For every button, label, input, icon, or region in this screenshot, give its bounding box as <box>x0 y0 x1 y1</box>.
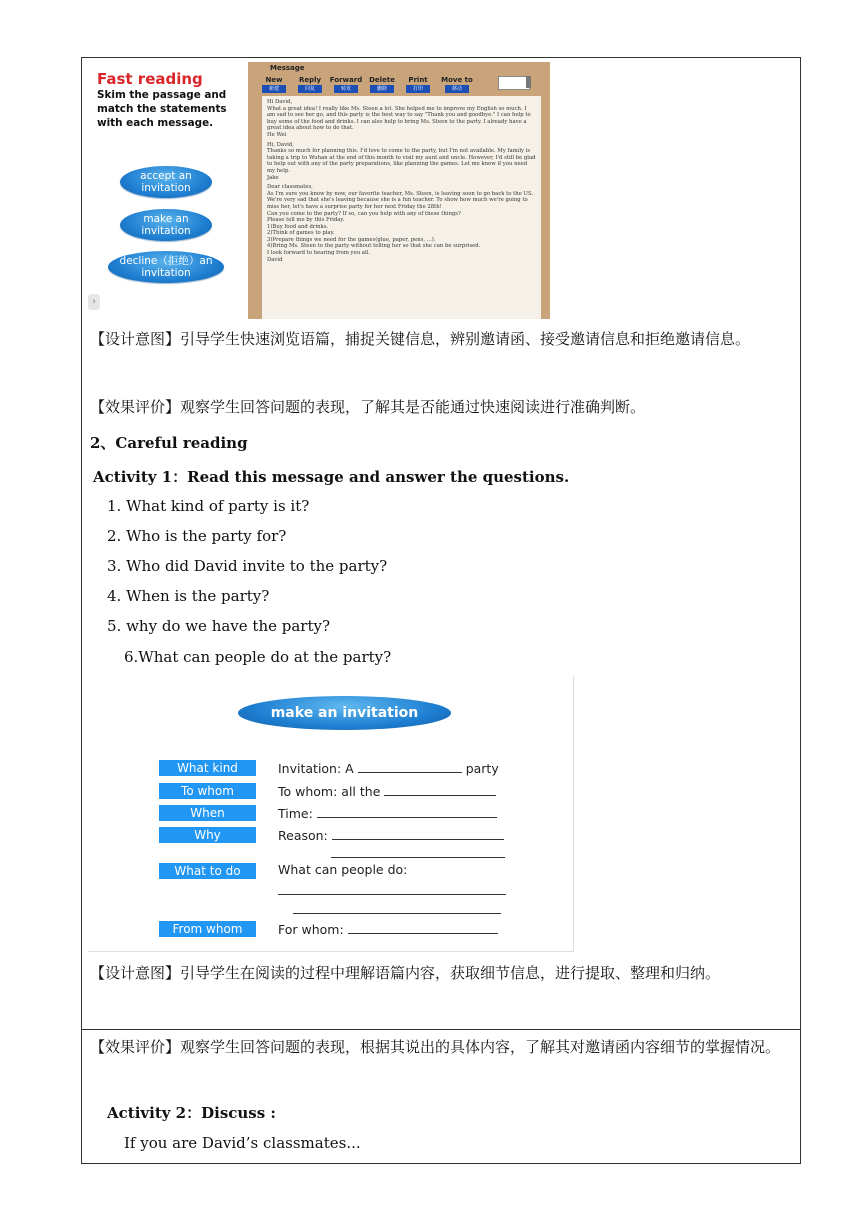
table-row-divider <box>81 1029 801 1030</box>
toolbar-reply: Reply 回复 <box>298 76 322 92</box>
toolbar-new: New 新建 <box>260 76 288 93</box>
toolbar-forward: Forward 转发 <box>329 76 363 92</box>
message-scroll-handle <box>526 76 531 88</box>
activity2-title: Activity 2：Discuss : <box>107 1104 276 1122</box>
question-5: 5. why do we have the party? <box>107 617 331 635</box>
field-to-whom: To whom: all the <box>278 783 496 799</box>
slide-subtitle: Skim the passage and match the statements with each message. <box>97 89 227 129</box>
what-to-do-line-2 <box>293 913 501 914</box>
what-to-do-line-1 <box>278 894 506 895</box>
option-decline-invitation: decline（拒绝）an invitation <box>108 251 224 283</box>
invitation-slide <box>88 676 574 952</box>
section-heading: 2、Careful reading <box>90 434 248 452</box>
slide-nav-arrow-icon: › <box>88 294 100 310</box>
field-time: Time: <box>278 805 497 821</box>
message-window <box>248 62 550 319</box>
label-why: Why <box>159 827 256 843</box>
label-what-kind: What kind <box>159 760 256 776</box>
design-intent-1: 【设计意图】引导学生快速浏览语篇，捕捉关键信息，辨别邀请函、接受邀请信息和拒绝邀请信息。 <box>90 330 751 348</box>
field-invitation: Invitation: A party <box>278 761 499 776</box>
field-what-can-people-do: What can people do: <box>278 862 408 877</box>
reason-extra-line <box>331 857 505 858</box>
label-what-to-do: What to do <box>159 863 256 879</box>
toolbar-print: Print 打印 <box>404 76 432 93</box>
question-3: 3. Who did David invite to the party? <box>107 557 388 575</box>
message-david: Dear classmates, As I'm sure you know by now, our favorite teacher, Ms. Steen, is leaving soon to go back to the US. We're very sad that she's leaving because she is a fun teacher. To show how much we're going to miss her, let's have a surprise party for her next Friday the 28th! Can you come to the party? If so, can you help with any of these things? Please tell me by this Friday. 1)Buy food and drinks. 2)Think of games to play. 3)Prepare things we need for the games(glue, paper, pens, ...). 4)Bring Ms. Steen to the party without telling her so that she can be surprised. I look forward to hearing from you all. David <box>267 184 534 263</box>
option-make-invitation: make an invitation <box>120 209 212 241</box>
toolbar-delete: Delete 删除 <box>369 76 395 92</box>
label-to-whom: To whom <box>159 783 256 799</box>
fast-reading-slide <box>88 62 550 319</box>
question-6: 6.What can people do at the party? <box>124 648 392 666</box>
toolbar-move-to: Move to 移动 <box>441 76 473 92</box>
activity1-title: Activity 1：Read this message and answer the questions. <box>93 468 570 486</box>
option-accept-invitation: accept an invitation <box>120 166 212 198</box>
message-hewei: Hi David, What a great idea! I really like Ms. Steen a lot. She helped me to improve my English so much. I am sad to see her go, and this party is the best way to say "Thank you and goodbye." I can help to buy some of the food and drinks. I can also help to bring Ms. Steen to the party. I already have a great idea about how to do that. He Wei <box>267 99 531 138</box>
effect-evaluation-2: 【效果评价】观察学生回答问题的表现，根据其说出的具体内容，了解其对邀请函内容细节的掌握情况。 <box>90 1038 781 1056</box>
activity2-text: If you are David’s classmates... <box>124 1134 361 1152</box>
label-from-whom: From whom <box>159 921 256 937</box>
question-4: 4. When is the party? <box>107 587 270 605</box>
message-body <box>262 96 541 319</box>
slide-title: Fast reading <box>97 70 203 88</box>
message-toolbar <box>260 76 474 93</box>
message-jake: Hi, David, Thanks so much for planning this. I'd love to come to the party, but I'm not available. My family is taking a trip to Wuhan at the end of this month to visit my aunt and uncle. However, I'd still be glad to help out with any of the party preparations, like planning the games. Let me know if you need my help. Jake <box>267 141 536 181</box>
slide2-title: make an invitation <box>238 696 451 730</box>
question-2: 2. Who is the party for? <box>107 527 287 545</box>
message-window-header: Message <box>270 64 305 72</box>
effect-evaluation-1: 【效果评价】观察学生回答问题的表现，了解其是否能通过快速阅读进行准确判断。 <box>90 398 646 416</box>
question-1: 1. What kind of party is it? <box>107 497 310 515</box>
field-for-whom: For whom: <box>278 921 498 937</box>
design-intent-2: 【设计意图】引导学生在阅读的过程中理解语篇内容，获取细节信息，进行提取、整理和归纳。 <box>90 964 721 982</box>
field-reason: Reason: <box>278 827 504 843</box>
label-when: When <box>159 805 256 821</box>
